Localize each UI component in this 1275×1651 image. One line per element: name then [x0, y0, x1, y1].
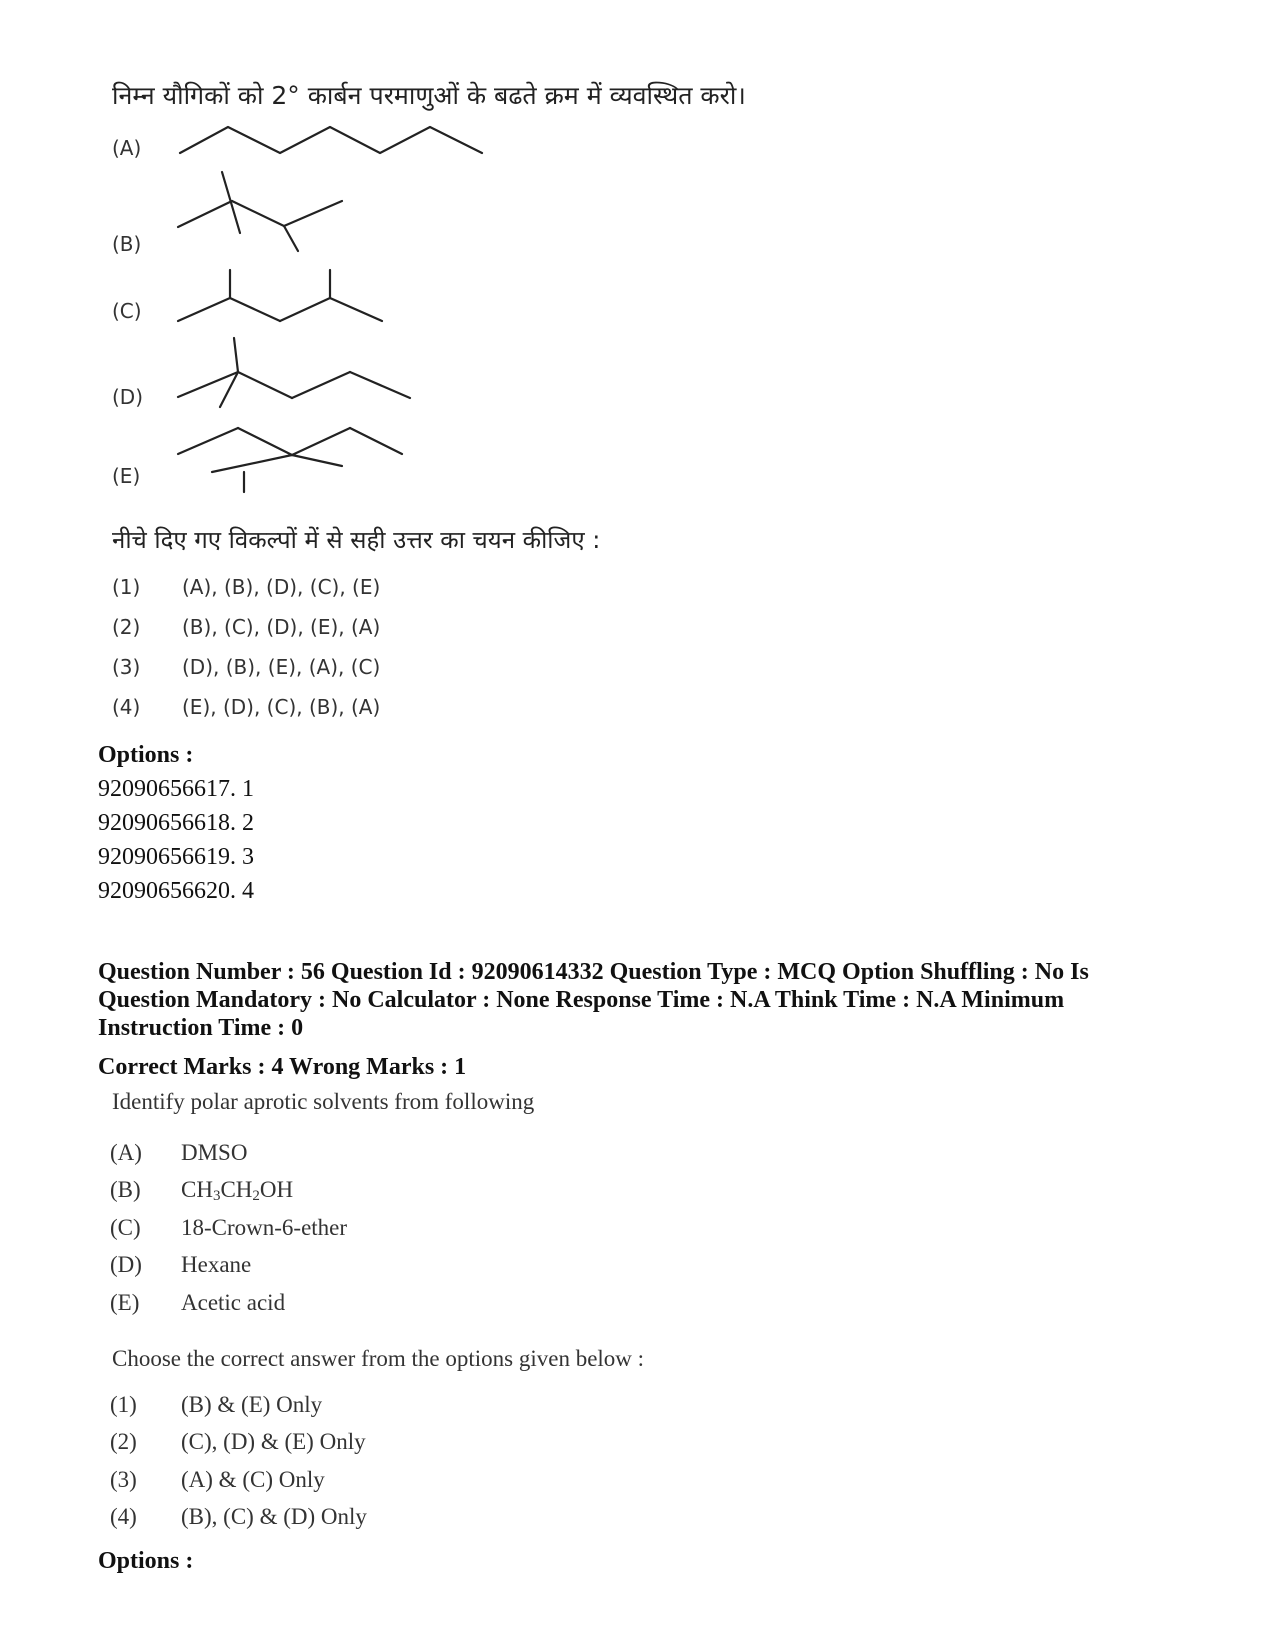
structure-d-icon — [170, 336, 430, 416]
item-text-e: Acetic acid — [181, 1290, 286, 1315]
english-answer-text-1: (B) & (E) Only — [181, 1392, 323, 1417]
structure-label-e: (E) — [112, 464, 141, 488]
marks-info: Correct Marks : 4 Wrong Marks : 1 — [98, 1054, 467, 1080]
hindi-answer-num-1: (1) — [112, 575, 141, 599]
item-label-b: (B) — [110, 1177, 141, 1202]
item-label-a: (A) — [110, 1140, 142, 1165]
structure-label-b: (B) — [112, 232, 142, 256]
english-answer-num-1: (1) — [110, 1392, 137, 1417]
item-text-c: 18-Crown-6-ether — [181, 1215, 348, 1240]
options-heading-2: Options : — [98, 1548, 194, 1574]
structure-label-d: (D) — [112, 385, 144, 409]
hindi-answer-num-3: (3) — [112, 655, 141, 679]
hindi-answer-text-3: (D), (B), (E), (A), (C) — [182, 655, 381, 679]
structure-c-icon — [170, 268, 390, 328]
hindi-choose-text: नीचे दिए गए विकल्पों में से सही उत्तर का चयन कीजिए : — [112, 526, 601, 554]
english-answer-num-4: (4) — [110, 1504, 137, 1529]
english-choose-text: Choose the correct answer from the options given below : — [112, 1346, 645, 1371]
structure-a-icon — [170, 120, 500, 160]
option-id-2: 92090656618. 2 — [98, 810, 254, 836]
hindi-answer-num-4: (4) — [112, 695, 141, 719]
item-text-b: $CH_3CH_2OH$ — [181, 1177, 294, 1204]
structure-b-icon — [170, 168, 370, 258]
item-text-a: DMSO — [181, 1140, 248, 1165]
option-id-4: 92090656620. 4 — [98, 878, 254, 904]
english-answer-num-2: (2) — [110, 1429, 137, 1454]
hindi-answer-text-4: (E), (D), (C), (B), (A) — [182, 695, 381, 719]
english-answer-text-4: (B), (C) & (D) Only — [181, 1504, 367, 1529]
item-label-c: (C) — [110, 1215, 141, 1240]
item-label-d: (D) — [110, 1252, 142, 1277]
hindi-answer-num-2: (2) — [112, 615, 141, 639]
options-heading: Options : — [98, 742, 194, 768]
structure-label-a: (A) — [112, 136, 142, 160]
option-id-3: 92090656619. 3 — [98, 844, 254, 870]
structure-e-icon — [170, 420, 410, 500]
question-meta: Question Number : 56 Question Id : 92090614332 Question Type : MCQ Option Shuffling : No Is Question Mandatory : No Calculator : None Response Time : N.A Think Time : N.A Minimum Instruction Time : 0 — [98, 959, 1089, 1041]
structure-label-c: (C) — [112, 299, 142, 323]
english-answer-num-3: (3) — [110, 1467, 137, 1492]
english-answer-text-2: (C), (D) & (E) Only — [181, 1429, 366, 1454]
english-question-text: Identify polar aprotic solvents from following — [112, 1089, 535, 1114]
option-id-1: 92090656617. 1 — [98, 776, 254, 802]
hindi-question-text: निम्न यौगिकों को 2° कार्बन परमाणुओं के बढते क्रम में व्यवस्थित करो। — [112, 81, 746, 110]
hindi-answer-text-1: (A), (B), (D), (C), (E) — [182, 575, 381, 599]
hindi-answer-text-2: (B), (C), (D), (E), (A) — [182, 615, 381, 639]
item-text-d: Hexane — [181, 1252, 252, 1277]
item-label-e: (E) — [110, 1290, 140, 1315]
english-answer-text-3: (A) & (C) Only — [181, 1467, 325, 1492]
